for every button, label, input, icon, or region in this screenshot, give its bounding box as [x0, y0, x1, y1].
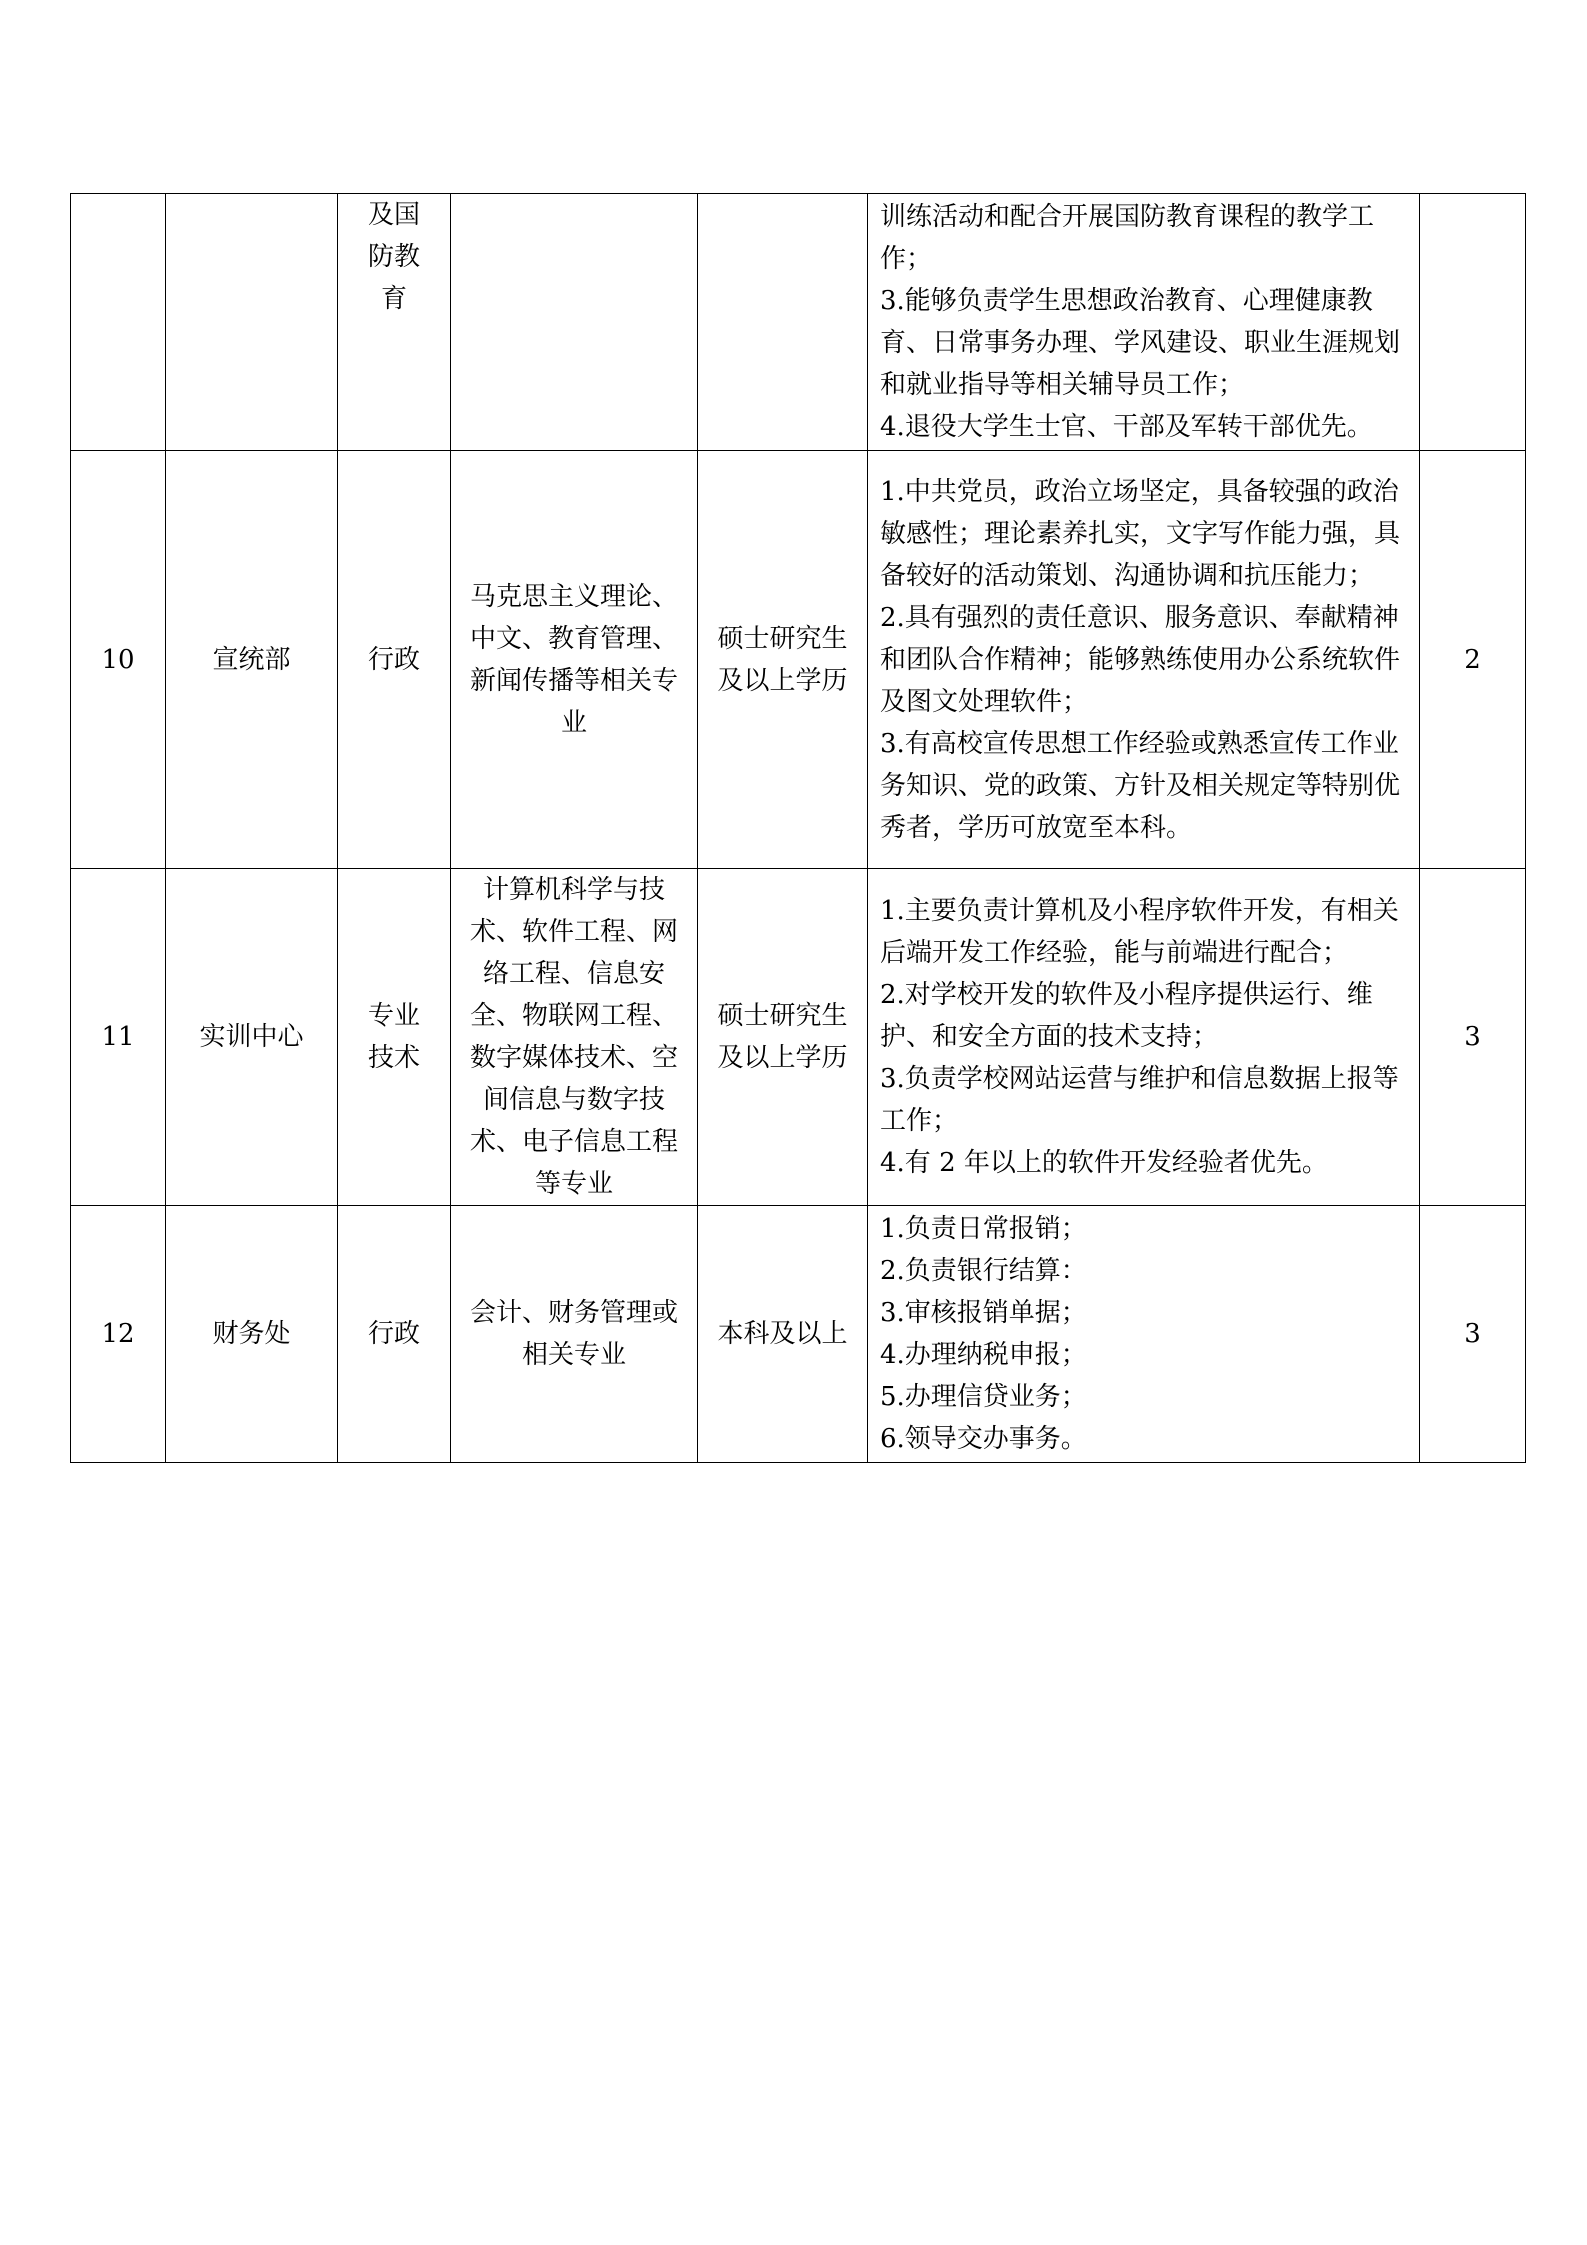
- major-cell: [451, 869, 698, 1206]
- requirements-cell: [868, 869, 1420, 1206]
- index-cell: 10: [71, 451, 166, 869]
- category-cell: [338, 194, 451, 451]
- education-text: 硕士研究生及以上学历: [717, 1001, 848, 1073]
- requirement-line: 6.领导交办事务。: [880, 1424, 1087, 1454]
- requirement-line: 4.办理纳税申报；: [880, 1340, 1087, 1370]
- education-cell: 本科及以上: [698, 1206, 868, 1463]
- table-row: [71, 194, 1526, 451]
- education-cell: [698, 869, 868, 1206]
- requirements-cell: [868, 451, 1420, 869]
- major-text: 会计、财务管理或相关专业: [469, 1298, 678, 1370]
- count-cell: 2: [1420, 451, 1526, 869]
- department-cell: 实训中心: [166, 869, 338, 1206]
- table-row: [71, 869, 1526, 1206]
- requirement-line: 4.有 2 年以上的软件开发经验者优先。: [880, 1148, 1328, 1178]
- requirement-line: 2.具有强烈的责任意识、服务意识、奉献精神和团队合作精神；能够熟练使用办公系统软件及图文处理软件；: [880, 602, 1401, 717]
- count-cell: [1420, 194, 1526, 451]
- table-row: [71, 1206, 1526, 1463]
- education-cell: [698, 451, 868, 869]
- requirement-line: 1.主要负责计算机及小程序软件开发，有相关后端开发工作经验，能与前端进行配合；: [880, 896, 1399, 968]
- index-cell: 11: [71, 869, 166, 1206]
- department-cell: 财务处: [166, 1206, 338, 1463]
- count-cell: 3: [1420, 869, 1526, 1206]
- index-cell: 12: [71, 1206, 166, 1463]
- table-row: [71, 451, 1526, 869]
- count-cell: 3: [1420, 1206, 1526, 1463]
- department-cell: 宣统部: [166, 451, 338, 869]
- requirement-line: 3.审核报销单据；: [880, 1298, 1087, 1328]
- category-cell: [338, 869, 451, 1206]
- requirement-line: 2.对学校开发的软件及小程序提供运行、维护、和安全方面的技术支持；: [880, 980, 1373, 1052]
- requirement-line: 1.中共党员，政治立场坚定，具备较强的政治敏感性；理论素养扎实，文字写作能力强，具备较好的活动策划、沟通协调和抗压能力；: [880, 476, 1401, 591]
- major-text: 马克思主义理论、中文、教育管理、新闻传播等相关专业: [469, 581, 678, 738]
- requirement-line: 3.能够负责学生思想政治教育、心理健康教育、日常事务办理、学风建设、职业生涯规划和就业指导等相关辅导员工作；: [880, 286, 1401, 400]
- category-cell: 行政: [338, 1206, 451, 1463]
- category-text: 及国防教育: [368, 200, 421, 314]
- requirements-cell: [868, 194, 1420, 451]
- major-cell: [451, 451, 698, 869]
- major-cell: [451, 194, 698, 451]
- requirements-cell: [868, 1206, 1420, 1463]
- requirement-line: 5.办理信贷业务；: [880, 1382, 1087, 1412]
- education-text: 硕士研究生及以上学历: [717, 623, 848, 696]
- requirement-line: 3.有高校宣传思想工作经验或熟悉宣传工作业务知识、党的政策、方针及相关规定等特别优秀者，学历可放宽至本科。: [880, 728, 1401, 843]
- requirement-line: 1.负责日常报销；: [880, 1214, 1087, 1244]
- education-cell: [698, 194, 868, 451]
- requirement-line: 2.负责银行结算：: [880, 1256, 1087, 1286]
- category-cell: 行政: [338, 451, 451, 869]
- index-cell: [71, 194, 166, 451]
- major-cell: [451, 1206, 698, 1463]
- category-text: 专业技术: [368, 1001, 421, 1073]
- requirement-line: 训练活动和配合开展国防教育课程的教学工作；: [880, 202, 1375, 274]
- recruitment-table: [70, 193, 1526, 1463]
- requirement-line: 3.负责学校网站运营与维护和信息数据上报等工作；: [880, 1064, 1399, 1136]
- major-text: 计算机科学与技术、软件工程、网络工程、信息安全、物联网工程、数字媒体技术、空间信息与数字技术、电子信息工程等专业: [469, 875, 678, 1199]
- requirement-line: 4.退役大学生士官、干部及军转干部优先。: [880, 412, 1373, 442]
- department-cell: [166, 194, 338, 451]
